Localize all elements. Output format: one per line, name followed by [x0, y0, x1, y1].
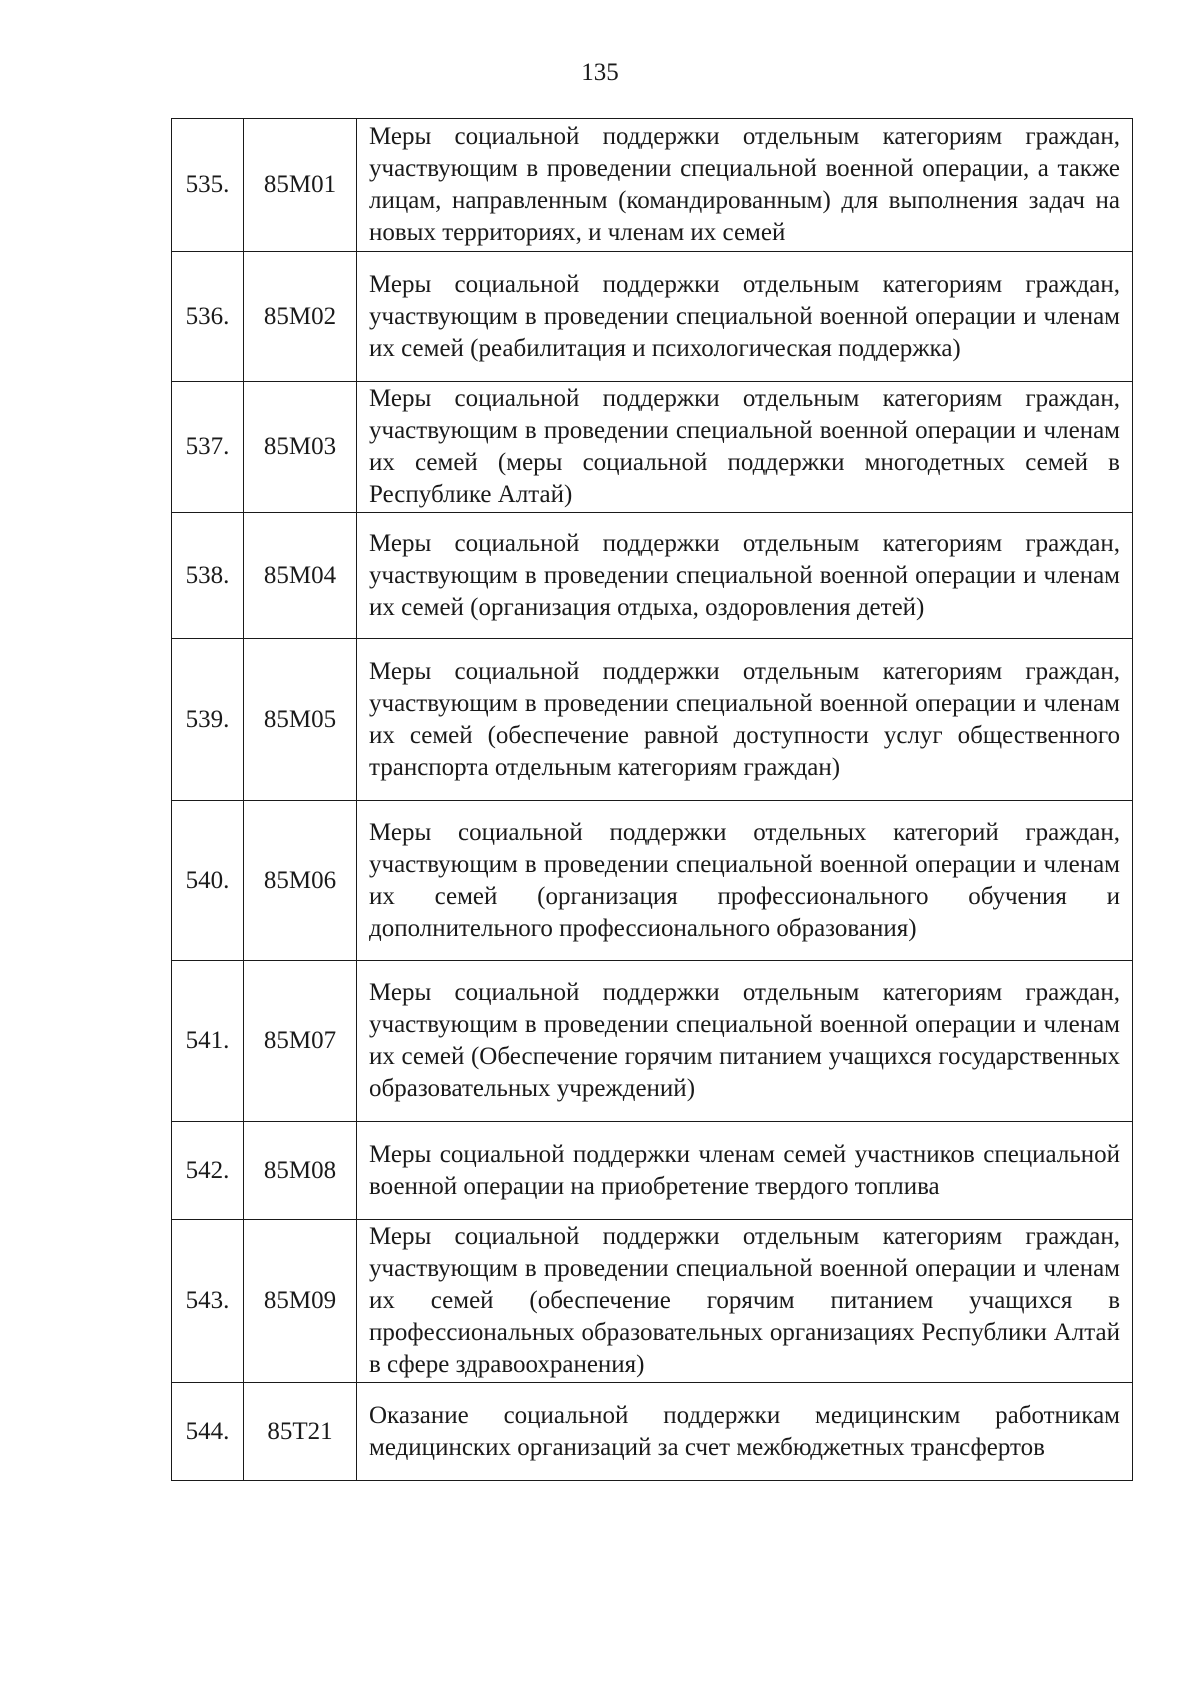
- row-description: Меры социальной поддержки отдельным категориям граждан, участвующим в проведении специальной военной операции и членам их семей (обеспечение горячим питанием учащихся в профессиональных образовательных организациях Республики Алтай в сфере здравоохранения): [357, 1220, 1133, 1383]
- row-description: Меры социальной поддержки отдельным категориям граждан, участвующим в проведении специальной военной операции и членам их семей (обеспечение равной доступности услуг общественного транспорта отдельным категориям граждан): [357, 639, 1133, 801]
- row-description: Меры социальной поддержки отдельным категориям граждан, участвующим в проведении специальной военной операции и членам их семей (Обеспечение горячим питанием учащихся государственных образовательных учреждений): [357, 961, 1133, 1122]
- row-number: 539.: [172, 639, 244, 801]
- table-row: [172, 252, 1133, 382]
- row-description: Меры социальной поддержки отдельным категориям граждан, участвующим в проведении специальной военной операции и членам их семей (реабилитация и психологическая поддержка): [357, 252, 1133, 382]
- row-number: 538.: [172, 513, 244, 639]
- table-row: [172, 382, 1133, 513]
- row-number: 537.: [172, 382, 244, 513]
- row-number: 542.: [172, 1122, 244, 1220]
- row-description: Меры социальной поддержки членам семей участников специальной военной операции на приобретение твердого топлива: [357, 1122, 1133, 1220]
- table-row: [172, 1383, 1133, 1481]
- table-row: [172, 961, 1133, 1122]
- row-description: Меры социальной поддержки отдельным категориям граждан, участвующим в проведении специальной военной операции и членам их семей (меры социальной поддержки многодетных семей в Республике Алтай): [357, 382, 1133, 513]
- row-description: Оказание социальной поддержки медицинским работникам медицинских организаций за счет межбюджетных трансфертов: [357, 1383, 1133, 1481]
- row-number: 536.: [172, 252, 244, 382]
- page-number: 135: [581, 59, 619, 86]
- table-row: [172, 639, 1133, 801]
- row-code: 85M02: [244, 252, 357, 382]
- budget-code-table: [171, 118, 1133, 1481]
- row-description: Меры социальной поддержки отдельным категориям граждан, участвующим в проведении специальной военной операции, а также лицам, направленным (командированным) для выполнения задач на новых территориях, и членам их семей: [357, 119, 1133, 252]
- table-row: [172, 119, 1133, 252]
- table-row: [172, 1220, 1133, 1383]
- row-description: Меры социальной поддержки отдельным категориям граждан, участвующим в проведении специальной военной операции и членам их семей (организация отдыха, оздоровления детей): [357, 513, 1133, 639]
- row-code: 85M01: [244, 119, 357, 252]
- row-number: 544.: [172, 1383, 244, 1481]
- row-code: 85M03: [244, 382, 357, 513]
- row-number: 543.: [172, 1220, 244, 1383]
- table-row: [172, 801, 1133, 961]
- row-code: 85T21: [244, 1383, 357, 1481]
- row-description: Меры социальной поддержки отдельных категорий граждан, участвующим в проведении специальной военной операции и членам их семей (организация профессионального обучения и дополнительного профессионального образования): [357, 801, 1133, 961]
- row-number: 541.: [172, 961, 244, 1122]
- row-code: 85M05: [244, 639, 357, 801]
- row-code: 85M09: [244, 1220, 357, 1383]
- table-row: [172, 1122, 1133, 1220]
- row-code: 85M07: [244, 961, 357, 1122]
- row-code: 85M06: [244, 801, 357, 961]
- row-code: 85M08: [244, 1122, 357, 1220]
- table-row: [172, 513, 1133, 639]
- row-code: 85M04: [244, 513, 357, 639]
- row-number: 535.: [172, 119, 244, 252]
- row-number: 540.: [172, 801, 244, 961]
